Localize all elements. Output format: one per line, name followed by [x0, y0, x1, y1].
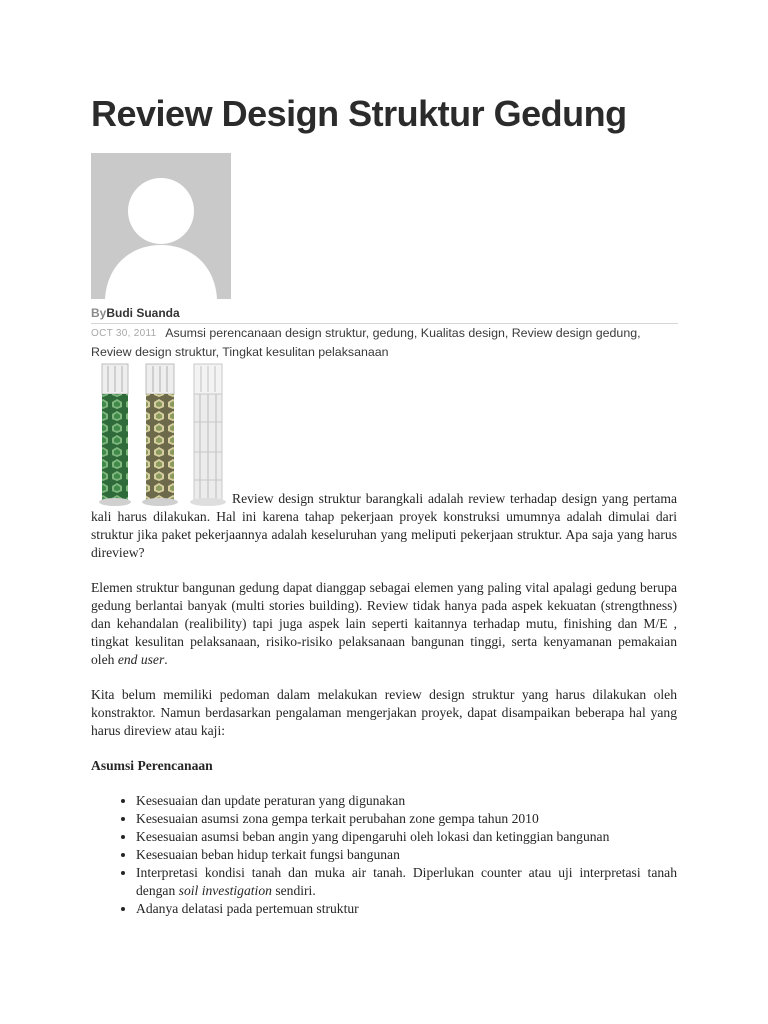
- article-body: [91, 490, 677, 918]
- list-item: • Kesesuaian asumsi beban angin yang dipengaruhi oleh lokasi dan ketinggian bangunan: [136, 828, 677, 846]
- list-item: • Kesesuaian asumsi zona gempa terkait perubahan zone gempa tahun 2010: [136, 810, 677, 828]
- byline: [91, 306, 678, 324]
- post-tags[interactable]: Asumsi perencanaan design struktur, gedung, Kualitas design, Review design gedung, Review design struktur, Tingkat kesulitan pelaksanaan: [91, 326, 641, 359]
- soil-investigation-term: soil investigation: [178, 883, 272, 898]
- page-title: Review Design Struktur Gedung: [91, 93, 627, 134]
- list-item: • Kesesuaian beban hidup terkait fungsi bangunan: [136, 846, 677, 864]
- section-heading: Asumsi Perencanaan: [91, 758, 213, 773]
- post-date: OCT 30, 2011: [91, 328, 157, 339]
- post-meta: [91, 324, 681, 362]
- list-item: • Interpretasi kondisi tanah dan muka air tanah. Diperlukan counter atau uji interpretasi tanah dengan soil investigation sendiri.: [136, 864, 677, 900]
- column-3: [190, 364, 226, 506]
- column-1: [99, 364, 131, 506]
- author-avatar: [91, 153, 231, 299]
- building-columns-image: [96, 362, 230, 507]
- review-checklist: [91, 792, 677, 918]
- paragraph-guidance: Kita belum memiliki pedoman dalam melakukan review design struktur yang harus dilakukan oleh konstraktor. Namun berdasarkan pengalaman mengerjakan proyek, dapat disampaikan beberapa hal yang harus direview atau kaji:: [91, 687, 677, 738]
- paragraph-elements: Elemen struktur bangunan gedung dapat dianggap sebagai elemen yang paling vital apalagi gedung berupa gedung berlantai banyak (multi stories building). Review tidak hanya pada aspek kekuatan (strengthness) dan kehandalan (realibility) tapi juga aspek lain seperti kaitannya terhadap mutu, finishing dan M/E , tingkat kesulitan pelaksanaan, risiko-risiko pelaksanaan bangunan tinggi, serta kenyamanan pemakaian oleh end user.: [91, 580, 677, 667]
- list-item: • Adanya delatasi pada pertemuan struktur: [136, 900, 677, 918]
- column-2: [142, 364, 178, 506]
- end-user-term: end user: [117, 652, 165, 667]
- list-item: • Kesesuaian dan update peraturan yang digunakan: [136, 792, 677, 810]
- byline-prefix: By: [91, 306, 107, 320]
- author-name-link[interactable]: Budi Suanda: [106, 306, 180, 320]
- paragraph-intro: Review design struktur barangkali adalah review terhadap design yang pertama kali harus dilakukan. Hal ini karena tahap pekerjaan proyek konstruksi umumnya adalah dimulai dari struktur jika paket pekerjaannya adalah keseluruhan yang meliputi pekerjaan struktur. Apa saja yang harus direview?: [91, 491, 677, 560]
- avatar-silhouette-icon: [91, 153, 231, 299]
